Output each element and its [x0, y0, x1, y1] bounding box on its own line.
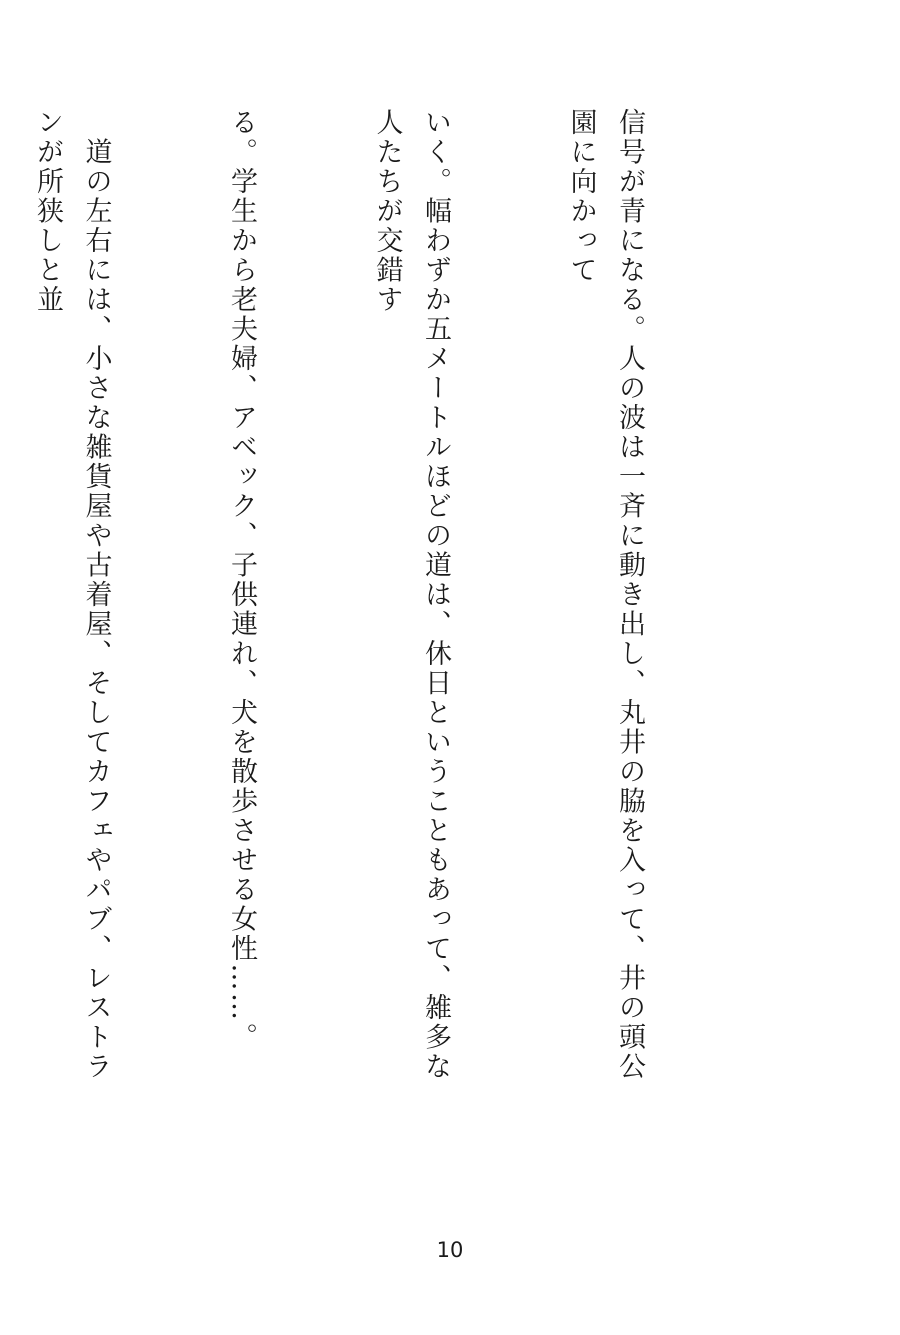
text-line: 信号が青になる。人の波は一斉に動き出し、丸井の脇を入って、井の頭公園に向かって [565, 108, 645, 1082]
text-line: る。学生から老夫婦、アベック、子供連れ、犬を散歩させる女性……。 [226, 108, 257, 1052]
text-line: 道の左右には、小さな雑貨屋や古着屋、そしてカフェやパブ、レストランが所狭しと並 [32, 108, 112, 1082]
body-text [0, 108, 750, 1108]
text-line: いく。幅わずか五メートルほどの道は、休日ということもあって、雑多な人たちが交錯す [371, 108, 451, 1082]
page-number: 10 [436, 1238, 464, 1262]
